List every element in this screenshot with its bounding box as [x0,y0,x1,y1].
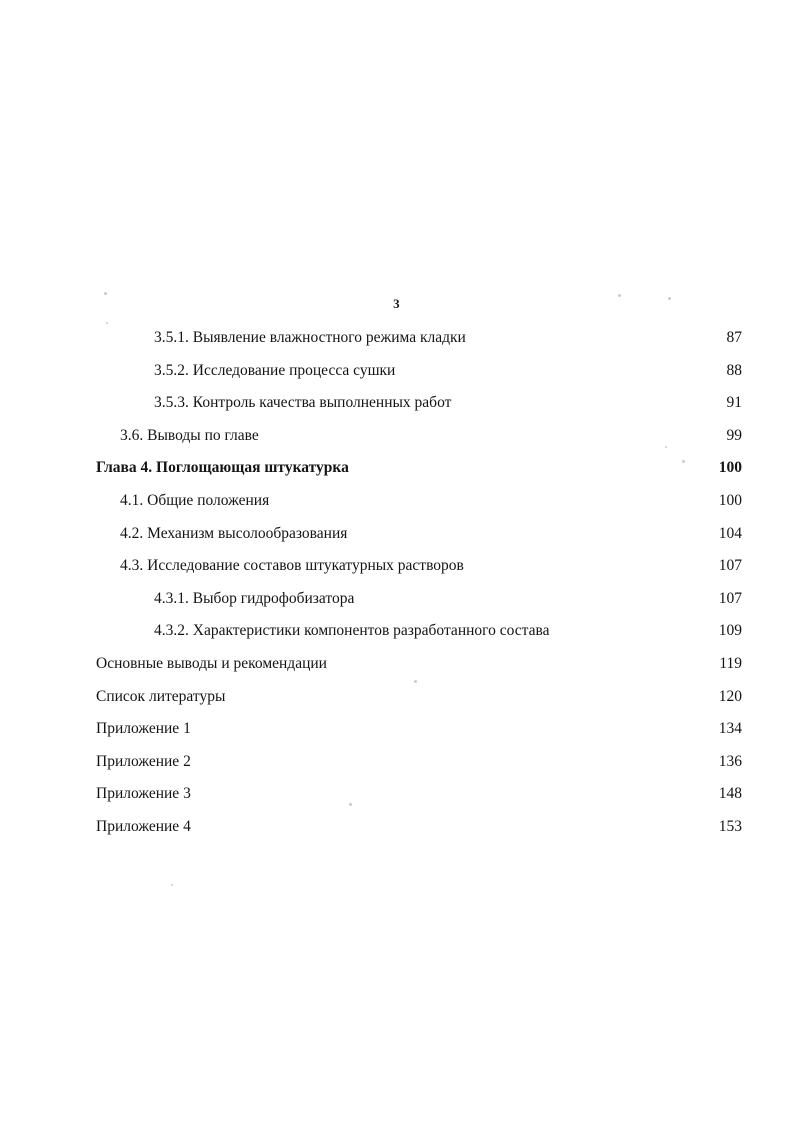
toc-entry[interactable] [96,558,742,591]
toc-entry-page: 107 [718,589,742,607]
toc-entry-label: Приложение 1 [96,720,191,738]
toc-entry-label: Приложение 3 [96,785,191,803]
toc-entry[interactable] [96,721,742,754]
toc-entry[interactable] [96,493,742,526]
toc-entry-page: 91 [726,394,742,412]
toc-entry-page: 104 [718,524,742,542]
scan-speckle [106,322,108,324]
toc-entry-label: 3.6. Выводы по главе [120,426,259,444]
toc-entry-page: 120 [718,687,742,705]
toc-entry-page: 134 [718,720,742,738]
toc-entry-label: Глава 4. Поглощающая штукатурка [96,459,349,477]
toc-entry-label: 3.5.3. Контроль качества выполненных работ [154,394,452,412]
toc-entry[interactable] [96,689,742,722]
toc-entry-label: 4.3.2. Характеристики компонентов разработанного состава [154,622,550,640]
toc-entry[interactable] [96,786,742,819]
scan-speckle [618,294,621,297]
toc-entry-label: Приложение 4 [96,817,191,835]
toc-entry[interactable] [96,754,742,787]
toc-entry-label: Приложение 2 [96,752,191,770]
table-of-contents [96,330,742,852]
toc-entry-page: 148 [718,785,742,803]
toc-entry[interactable] [96,656,742,689]
toc-entry-label: 4.3. Исследование составов штукатурных растворов [120,557,464,575]
scan-speckle [171,884,173,886]
toc-entry-page: 119 [719,654,742,672]
toc-entry[interactable] [96,460,742,493]
scan-speckle [682,460,685,463]
scan-speckle [349,803,352,806]
toc-entry-label: Основные выводы и рекомендации [96,654,327,672]
toc-entry-page: 109 [718,622,742,640]
scan-speckle [414,680,417,683]
toc-entry[interactable] [96,526,742,559]
toc-entry[interactable] [96,363,742,396]
toc-entry[interactable] [96,819,742,852]
toc-entry[interactable] [96,591,742,624]
toc-entry-page: 88 [726,361,742,379]
scan-speckle [668,297,671,300]
toc-entry-label: 4.2. Механизм высолообразования [120,524,348,542]
toc-entry[interactable] [96,330,742,363]
toc-entry-page: 153 [718,817,742,835]
toc-entry-label: 3.5.1. Выявление влажностного режима кладки [154,329,466,346]
toc-entry-label: Список литературы [96,687,226,705]
scan-speckle [104,292,107,295]
toc-entry-label: 4.1. Общие положения [120,491,270,509]
toc-entry-page: 100 [718,491,742,509]
toc-entry-page: 107 [718,557,742,575]
page-number: 3 [393,296,400,311]
toc-entry-page: 100 [718,459,742,477]
toc-entry[interactable] [96,395,742,428]
toc-entry-page: 87 [726,329,742,346]
toc-entry[interactable] [96,428,742,461]
toc-entry-label: 3.5.2. Исследование процесса сушки [154,361,396,379]
toc-entry-label: 4.3.1. Выбор гидрофобизатора [154,589,355,607]
toc-entry-page: 99 [726,426,742,444]
toc-entry[interactable] [96,623,742,656]
scan-speckle [665,446,667,448]
toc-entry-page: 136 [718,752,742,770]
